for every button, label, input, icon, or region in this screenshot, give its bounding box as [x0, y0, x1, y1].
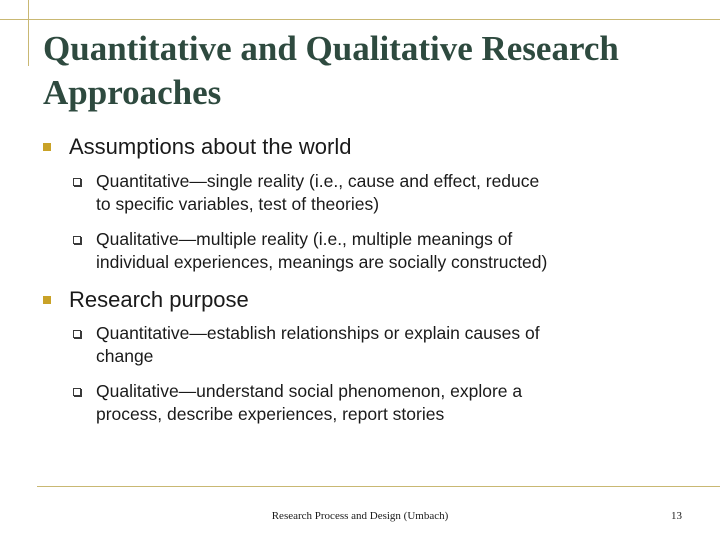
bullet-text: Assumptions about the world — [69, 134, 352, 159]
sub-bullet-line: Quantitative—single reality (i.e., cause and effect, reduce — [96, 171, 540, 191]
footer-text: Research Process and Design (Umbach) — [271, 510, 449, 522]
hollow-square-bullet-icon — [73, 330, 81, 338]
page-number: 13 — [671, 510, 682, 522]
sub-bullet-line: to specific variables, test of theories) — [96, 194, 380, 214]
sub-bullet-line: Qualitative—understand social phenomenon, explore a — [96, 381, 523, 401]
sub-bullet-line: Quantitative—establish relationships or explain causes of — [96, 323, 540, 343]
sub-bullet-line: process, describe experiences, report stories — [96, 404, 445, 424]
bullet-text: Research purpose — [69, 287, 249, 312]
hollow-square-bullet-icon — [73, 388, 81, 396]
hollow-square-bullet-icon — [73, 178, 81, 186]
square-bullet-icon — [43, 296, 51, 304]
square-bullet-icon — [43, 143, 51, 151]
sub-bullet-text — [96, 322, 540, 368]
slide-title-line-1: Quantitative and Qualitative Research — [43, 29, 619, 68]
sub-bullet-line: individual experiences, meanings are socially constructed) — [96, 252, 548, 272]
sub-bullet-text — [96, 170, 539, 216]
hollow-square-bullet-icon — [73, 236, 81, 244]
sub-bullet-text — [96, 228, 547, 274]
footer-divider — [37, 486, 720, 487]
sub-bullet-text — [96, 380, 522, 426]
sub-bullet-line: Qualitative—multiple reality (i.e., multiple meanings of — [96, 229, 513, 249]
slide-title-line-2: Approaches — [43, 73, 222, 112]
sub-bullet-line: change — [96, 346, 154, 366]
